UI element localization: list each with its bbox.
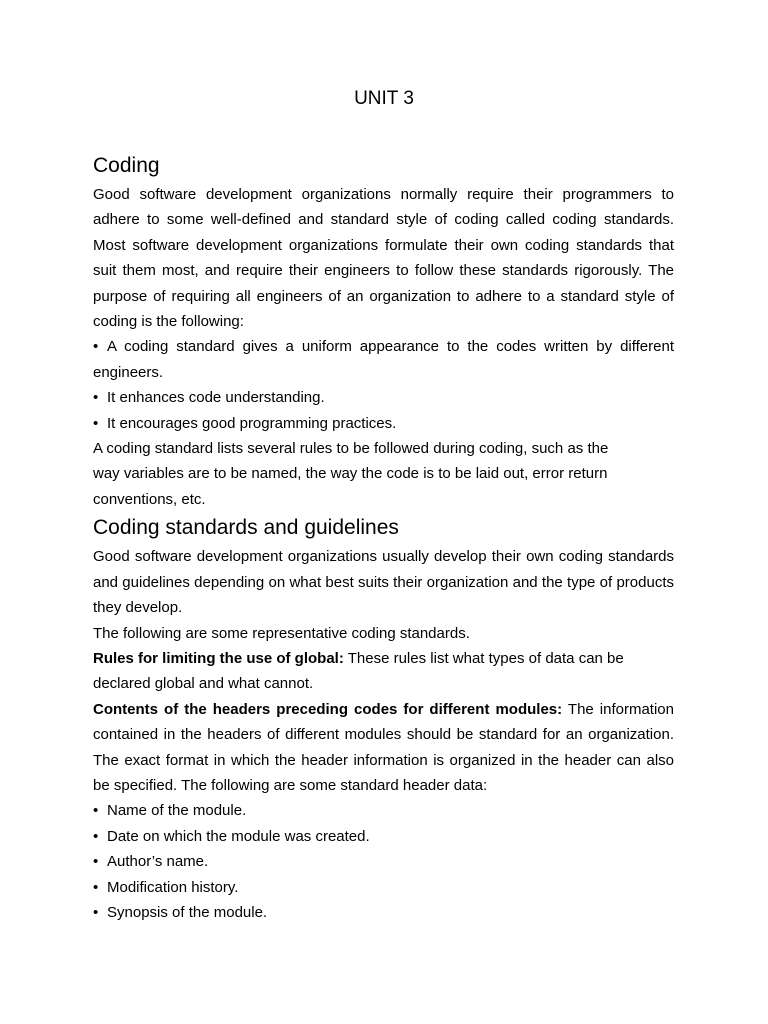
list-item: [93, 875, 674, 900]
standards-following-paragraph: The following are some representative coding standards.: [93, 624, 470, 642]
bullet-icon: •: [93, 853, 99, 871]
rule-global-paragraph: [93, 646, 674, 697]
list-item-text: Author’s name.: [107, 853, 209, 871]
section-heading-standards: Coding standards and guidelines: [93, 516, 399, 540]
list-item-text: A coding standard gives a uniform appearance to the codes written by different engineers.: [93, 338, 674, 381]
rule-headers-label: Contents of the headers preceding codes for different modules:: [93, 700, 563, 718]
rule-global-text: These rules list what types of data can be declared global and what cannot.: [93, 649, 624, 693]
unit-title: UNIT 3: [354, 88, 414, 109]
standards-intro-paragraph: Good software development organizations usually develop their own coding standards and guidelines depending on what best suits their organization and the type of products they develop.: [93, 548, 674, 617]
list-item-text: Name of the module.: [107, 802, 247, 820]
section-heading-coding: Coding: [93, 154, 160, 177]
bullet-icon: •: [93, 903, 99, 921]
list-item: [93, 798, 674, 823]
list-item-text: It encourages good programming practices.: [107, 414, 397, 432]
list-item: [93, 411, 674, 436]
list-item-text: Modification history.: [107, 878, 239, 896]
bullet-icon: •: [93, 827, 99, 845]
bullet-icon: •: [93, 389, 99, 407]
list-item-text: Date on which the module was created.: [107, 827, 370, 845]
list-item: [93, 334, 674, 385]
bullet-icon: •: [93, 878, 99, 896]
bullet-icon: •: [93, 414, 99, 432]
list-item-text: Synopsis of the module.: [107, 903, 268, 921]
coding-closing-paragraph: A coding standard lists several rules to be followed during coding, such as the way variables are to be named, the way the code is to be laid out, error return conventions, etc.: [93, 440, 609, 508]
rule-headers-paragraph: [93, 697, 674, 799]
rule-headers-text: The information contained in the headers of different modules should be standard for an organization. The exact format in which the header information is organized in the header can also be specified. The following are some standard header data:: [93, 700, 674, 794]
bullet-icon: •: [93, 338, 99, 356]
list-item-text: It enhances code understanding.: [107, 389, 325, 407]
document-body: [93, 150, 674, 925]
list-item: [93, 824, 674, 849]
coding-intro-paragraph: Good software development organizations normally require their programmers to adhere to some well-defined and standard style of coding called coding standards. Most software development organizations formulate their own coding standards that suit them most, and require their engineers to follow these standards rigorously. The purpose of requiring all engineers of an organization to adhere to a standard style of coding is the following:: [93, 186, 674, 331]
rule-global-label: Rules for limiting the use of global:: [93, 649, 344, 667]
list-item: [93, 849, 674, 874]
list-item: [93, 900, 674, 925]
list-item: [93, 385, 674, 410]
bullet-icon: •: [93, 802, 99, 820]
